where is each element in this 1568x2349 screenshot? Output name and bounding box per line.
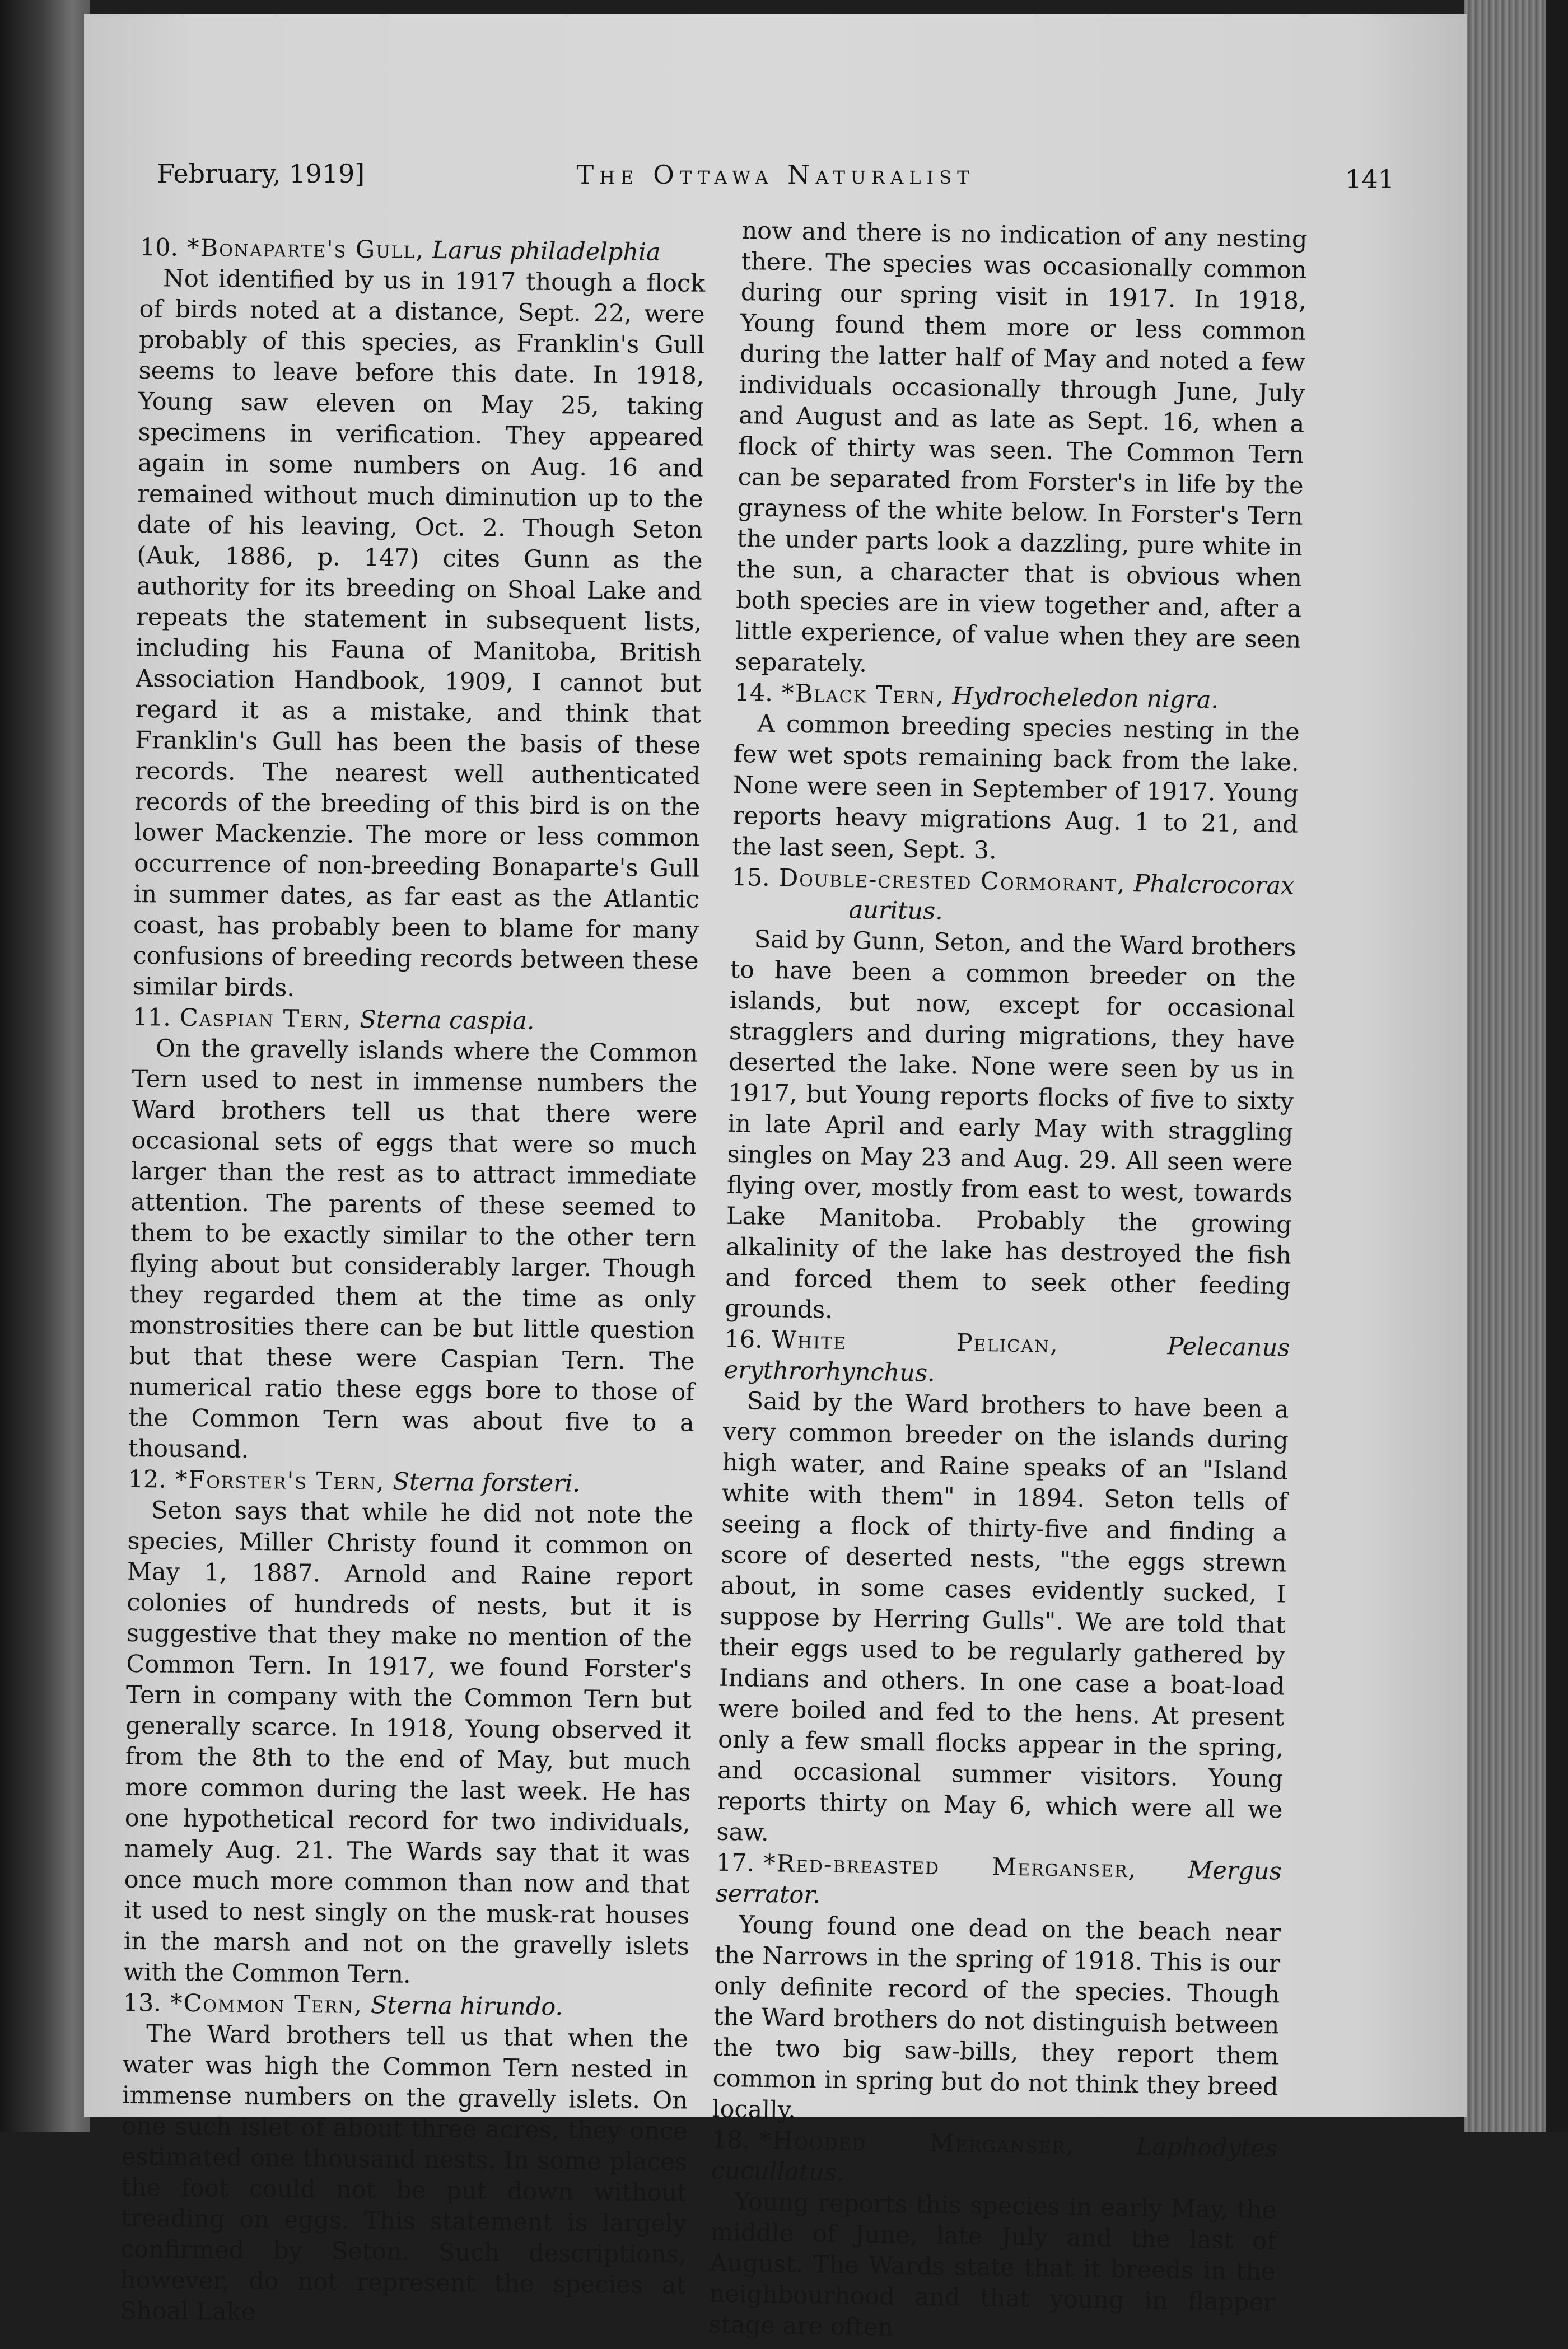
- book-page: [84, 14, 1467, 2342]
- species-heading-18: 18. *Hooded Merganser, Laphodytes cucullatus.: [711, 2126, 1278, 2187]
- species-text-17: Young found one dead on the beach near the Narrows in the spring of 1918. This is our only definite record of the species. Though the Ward brothers do not distinguish between the two big saw-bills, they report them common in spring but do not think they breed locally.: [712, 1911, 1281, 2124]
- species-text-16: Said by the Ward brothers to have been a very common breeder on the islands during high water, and Raine speaks of an "Island white with them" in 1894. Seton tells of seeing a flock of thirty-five and finding a score of deserted nests, "the eggs strewn about, in some cases evidently sucked, I suppose by Herring Gulls". We are told that their eggs used to be regularly gathered by Indians and others. In one case a boat-load were boiled and fed to the hens. At present only a few small flocks appear in the spring, and occasional summer visitors. Young reports thirty on May 6, which were all we saw.: [716, 1387, 1290, 1847]
- page-number: 141: [1345, 164, 1394, 194]
- species-text-13-continued: now and there is no indication of any nesting there. The species was occasionally common during our spring visit in 1917. In 1918, Young found them more or less common during the latter half of May and noted a few individuals occasionally through June, July and August and as late as Sept. 16, when a flock of thirty was seen. The Common Tern can be separated from Forster's in life by the grayness of the white below. In Forster's Tern the under parts look a dazzling, pure white in the sun, a character that is obvious when both species are in view together and, after a little experience, of value when they are seen separately.: [735, 216, 1308, 678]
- species-heading-12: 12. *Forster's Tern, Sterna forsteri.: [128, 1465, 581, 1498]
- species-heading-15: 15. Double-crested Cormorant, Phalcrocorax auritus.: [731, 863, 1295, 926]
- species-text-18: Young reports this species in early May, the middle of June, late July and the last of August. The Wards state that it breeds in the neighbourhood and that young in flapper stage are often: [708, 2188, 1277, 2342]
- species-text-14: A common breeding species nesting in the few wet spots remaining back from the lake. None were seen in September of 1917. Young reports heavy migrations Aug. 1 to 21, and the last seen, Sept. 3.: [731, 709, 1300, 865]
- species-text-12: Seton says that while he did not note the species, Miller Christy found it common on May 1, 1887. Arnold and Raine report colonies of hundreds of nests, but it is suggestive that they make no mention of the Common Tern. In 1917, we found Forster's Tern in company with the Common Tern but generally scarce. In 1918, Young observed it from the 8th to the end of May, but much more common during the last week. He has one hypothetical record for two individuals, namely Aug. 21. The Wards say that it was once much more common than now and that it used to nest singly on the musk-rat houses in the marsh and not on the gravelly islets with the Common Tern.: [123, 1496, 694, 1989]
- issue-date: February, 1919]: [157, 158, 365, 189]
- species-text-15: Said by Gunn, Seton, and the Ward brothers to have been a common breeder on the islands, but now, except for occasional stragglers and during migrations, they have deserted the lake. None were seen by us in 1917, but Young reports flocks of five to sixty in late April and early May with straggling singles on May 23 and Aug. 29. All seen were flying over, mostly from east to west, towards Lake Manitoba. Probably the growing alkalinity of the lake has destroyed the fish and forced them to seek other feeding grounds.: [724, 925, 1296, 1324]
- species-heading-17: 17. *Red-breasted Merganser, Mergus serrator.: [715, 1848, 1282, 1909]
- book-spine-shadow: [0, 0, 90, 2132]
- right-column: [708, 216, 1308, 2342]
- page-edges: [1464, 0, 1568, 2132]
- journal-title: The Ottawa Naturalist: [576, 160, 975, 190]
- running-head: [157, 154, 1394, 199]
- species-heading-16: 16. White Pelican, Pelecanus erythrorhynchus.: [724, 1325, 1290, 1388]
- species-text-10: Not identified by us in 1917 though a flock of birds noted at a distance, Sept. 22, were probably of this species, as Franklin's Gull seems to leave before this date. In 1918, Young saw eleven on May 25, taking specimens in verification. They appeared again in some numbers on Aug. 16 and remained without much diminution up to the date of his leaving, Oct. 2. Though Seton (Auk, 1886, p. 147) cites Gunn as the authority for its breeding on Shoal Lake and repeats the statement in subsequent lists, including his Fauna of Manitoba, British Association Handbook, 1909, I cannot but regard it as a mistake, and think that Franklin's Gull has been the basis of these records. The nearest well authenticated records of the breeding of this bird is on the lower Mackenzie. The more or less common occurrence of non-breeding Bonaparte's Gull in summer dates, as far east as the Atlantic coast, has probably been to blame for many confusions of breeding records between these similar birds.: [132, 264, 706, 1002]
- species-heading-13: 13. *Common Tern, Sterna hirundo.: [123, 1988, 563, 2021]
- species-heading-11: 11. Caspian Tern, Sterna caspia.: [132, 1003, 535, 1035]
- species-heading-10: 10. *Bonaparte's Gull, Larus philadelphia: [139, 233, 661, 267]
- species-text-13: The Ward brothers tell us that when the water was high the Common Tern nested in immense numbers on the gravelly islets. On one such islet of about three acres, they once estimated one thousand nests. In some places the foot could not be put down without treading on eggs. This statement is largely confirmed by Seton. Such descriptions, however, do not represent the species at Shoal Lake: [120, 2020, 689, 2327]
- left-column: [120, 232, 706, 2327]
- species-text-11: On the gravelly islands where the Common Tern used to nest in immense numbers the Ward brothers tell us that there were occasional sets of eggs that were so much larger than the rest as to attract immediate attention. The parents of these seemed to them to be exactly similar to the other tern flying about but considerably larger. Though they regarded them at the time as only monstrosities there can be but little question but that these were Caspian Tern. The numerical ratio these eggs bore to those of the Common Tern was about five to a thousand.: [128, 1034, 698, 1464]
- species-heading-14: 14. *Black Tern, Hydrocheledon nigra.: [734, 678, 1219, 714]
